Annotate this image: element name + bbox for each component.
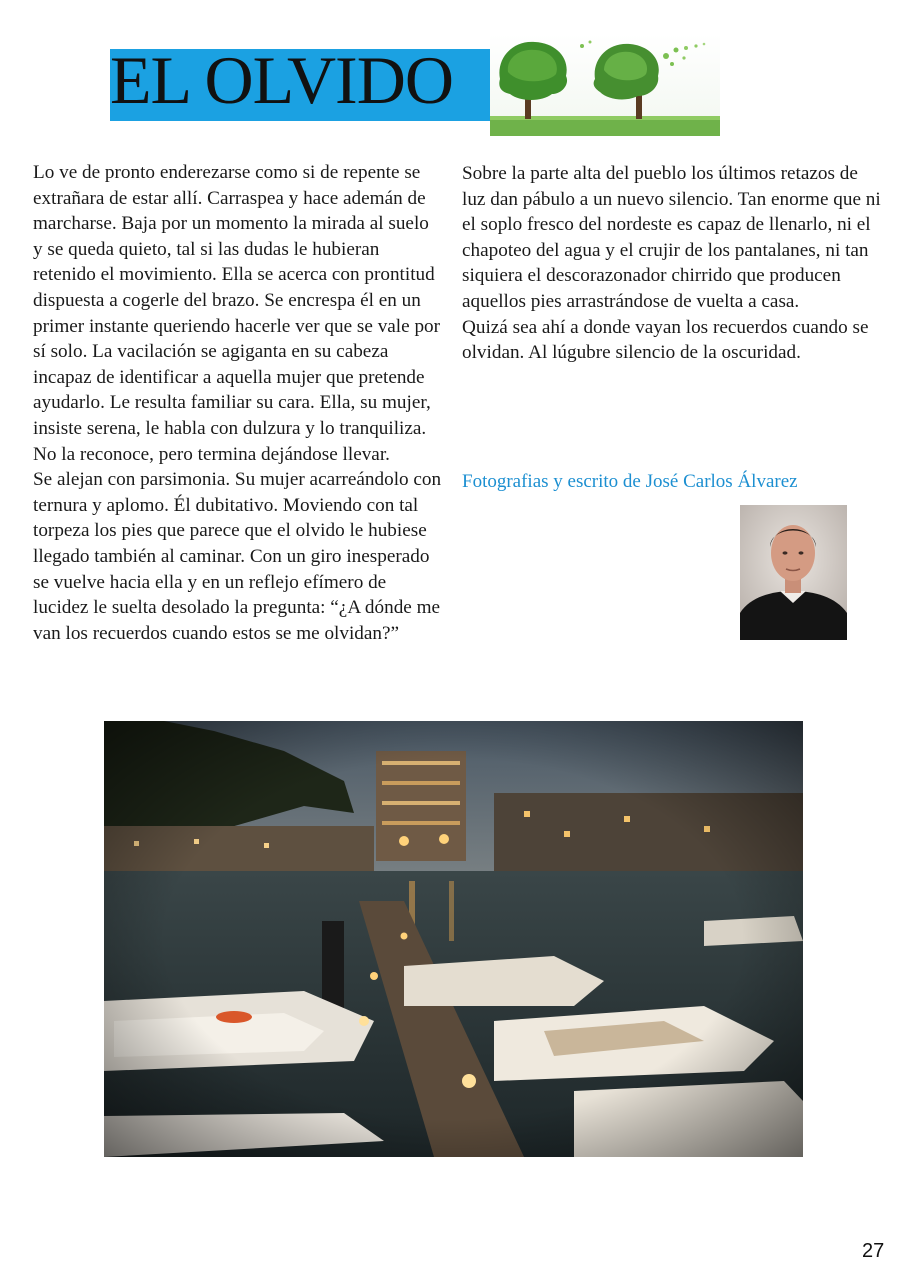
paragraph: Quizá sea ahí a donde vayan los recuerdos cuando se olvidan. Al lúgubre silencio de la oscuridad. <box>462 316 869 364</box>
paragraph: Se alejan con parsimonia. Su mujer acarreándolo con ternura y aplomo. Él dubitativo. Moviendo con tal torpeza los pies que parece que el olvido le hubiese llegado también al caminar. Con un giro inesperado se vuelve hacia ella y en un reflejo efímero de lucidez le suelta desolado la pregunta: “¿A dónde me van los recuerdos cuando estos se me olvidan?” <box>33 469 442 644</box>
paragraph: Lo ve de pronto enderezarse como si de repente se extrañara de estar allí. Carraspea y hace ademán de marcharse. Baja por un momento la mirada al suelo y se queda quieto, tal si las dudas le hubieran retenido el movimiento. Ella se acerca con prontitud dispuesta a cogerle del brazo. Se encrespa él en un primer instante queriendo hacerle ver que se vale por sí solo. La vacilación se agiganta en su cabeza incapaz de identificar a aquella mujer que pretende ayudarlo. Le resulta familiar su cara. Ella, su mujer, insiste serena, le habla con dulzura y lo tranquiliza. No la reconoce, pero termina dejándose llevar. <box>33 162 441 465</box>
author-portrait <box>740 505 847 640</box>
harbor-photo <box>104 721 803 1157</box>
page-number: 27 <box>862 1240 885 1262</box>
right-column <box>462 161 882 366</box>
trees-illustration <box>490 34 720 136</box>
page-title: EL OLVIDO <box>110 42 453 118</box>
author-credit: Fotografias y escrito de José Carlos Álvarez <box>462 471 798 492</box>
left-column <box>33 160 443 646</box>
paragraph: Sobre la parte alta del pueblo los últimos retazos de luz dan pábulo a un nuevo silencio. Tan enorme que ni el soplo fresco del nordeste es capaz de llenarlo, ni el chapoteo del agua y el crujir de los pantalanes, ni tan siquiera el descorazonador chirrido que producen aquellos pies arrastrándose de vuelta a casa. <box>462 163 881 312</box>
